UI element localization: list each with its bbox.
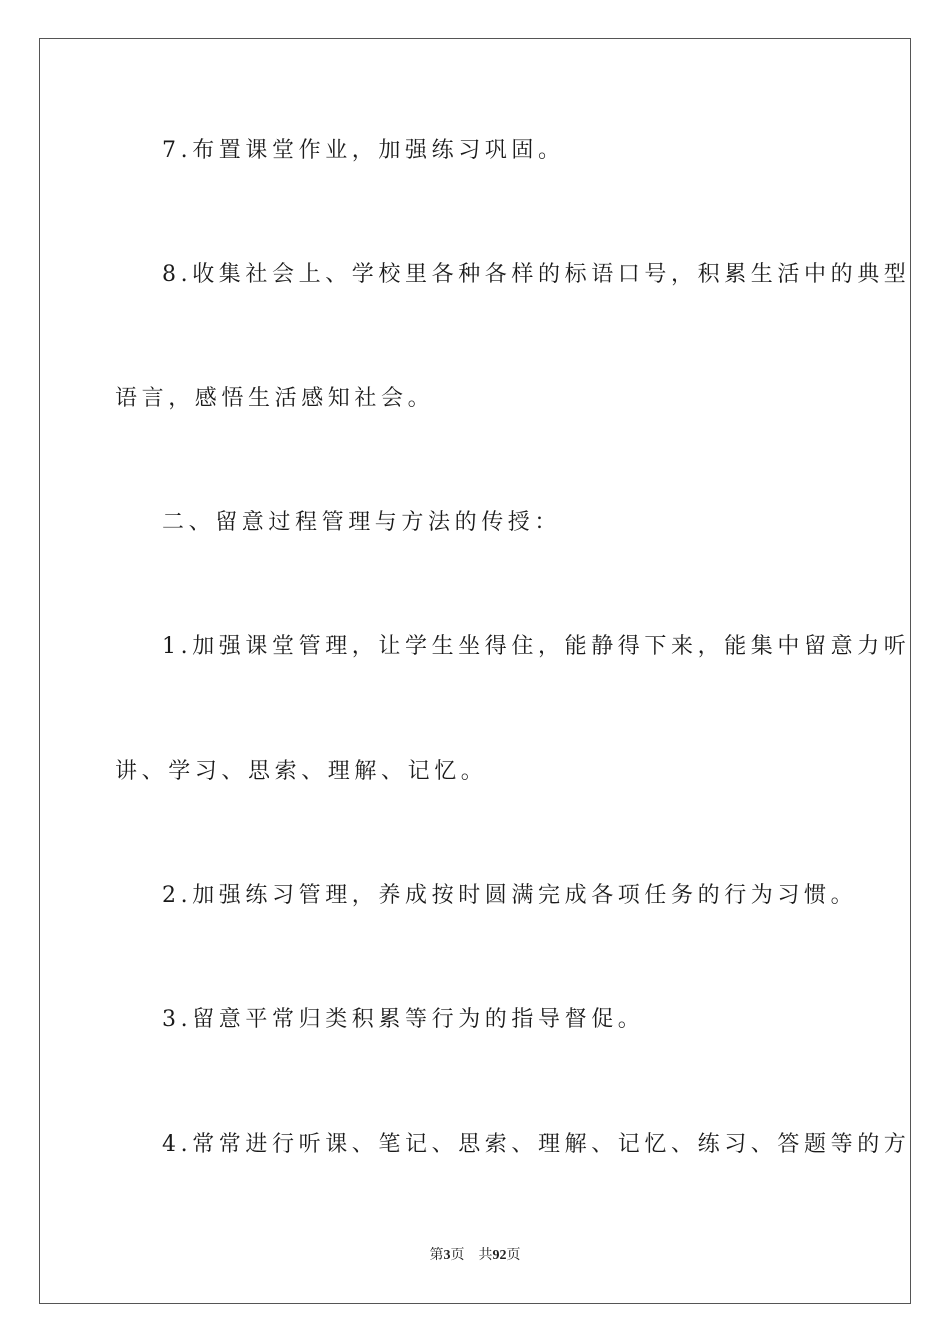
page-footer xyxy=(0,1246,950,1266)
paragraph-line: 2.加强练习管理，养成按时圆满完成各项任务的行为习惯。 xyxy=(162,883,858,908)
paragraph-line: 语言，感悟生活感知社会。 xyxy=(115,386,435,411)
paragraph-line: 8.收集社会上、学校里各种各样的标语口号，积累生活中的典型 xyxy=(162,262,911,287)
paragraph-line: 讲、学习、思索、理解、记忆。 xyxy=(115,759,488,784)
total-suffix: 页 xyxy=(506,1248,521,1263)
total-prefix: 共 xyxy=(478,1248,493,1263)
paragraph-line: 4.常常进行听课、笔记、思索、理解、记忆、练习、答题等的方 xyxy=(162,1132,911,1157)
section-heading: 二、留意过程管理与方法的传授： xyxy=(162,510,562,535)
page-suffix: 页 xyxy=(450,1248,465,1263)
page-border xyxy=(39,38,911,1304)
total-pages: 92 xyxy=(492,1248,507,1263)
paragraph-line: 3.留意平常归类积累等行为的指导督促。 xyxy=(162,1007,645,1032)
paragraph-line: 7.布置课堂作业，加强练习巩固。 xyxy=(162,138,565,163)
page-prefix: 第 xyxy=(429,1248,444,1263)
page-number: 3 xyxy=(443,1248,451,1263)
paragraph-line: 1.加强课堂管理，让学生坐得住，能静得下来，能集中留意力听 xyxy=(162,634,911,659)
